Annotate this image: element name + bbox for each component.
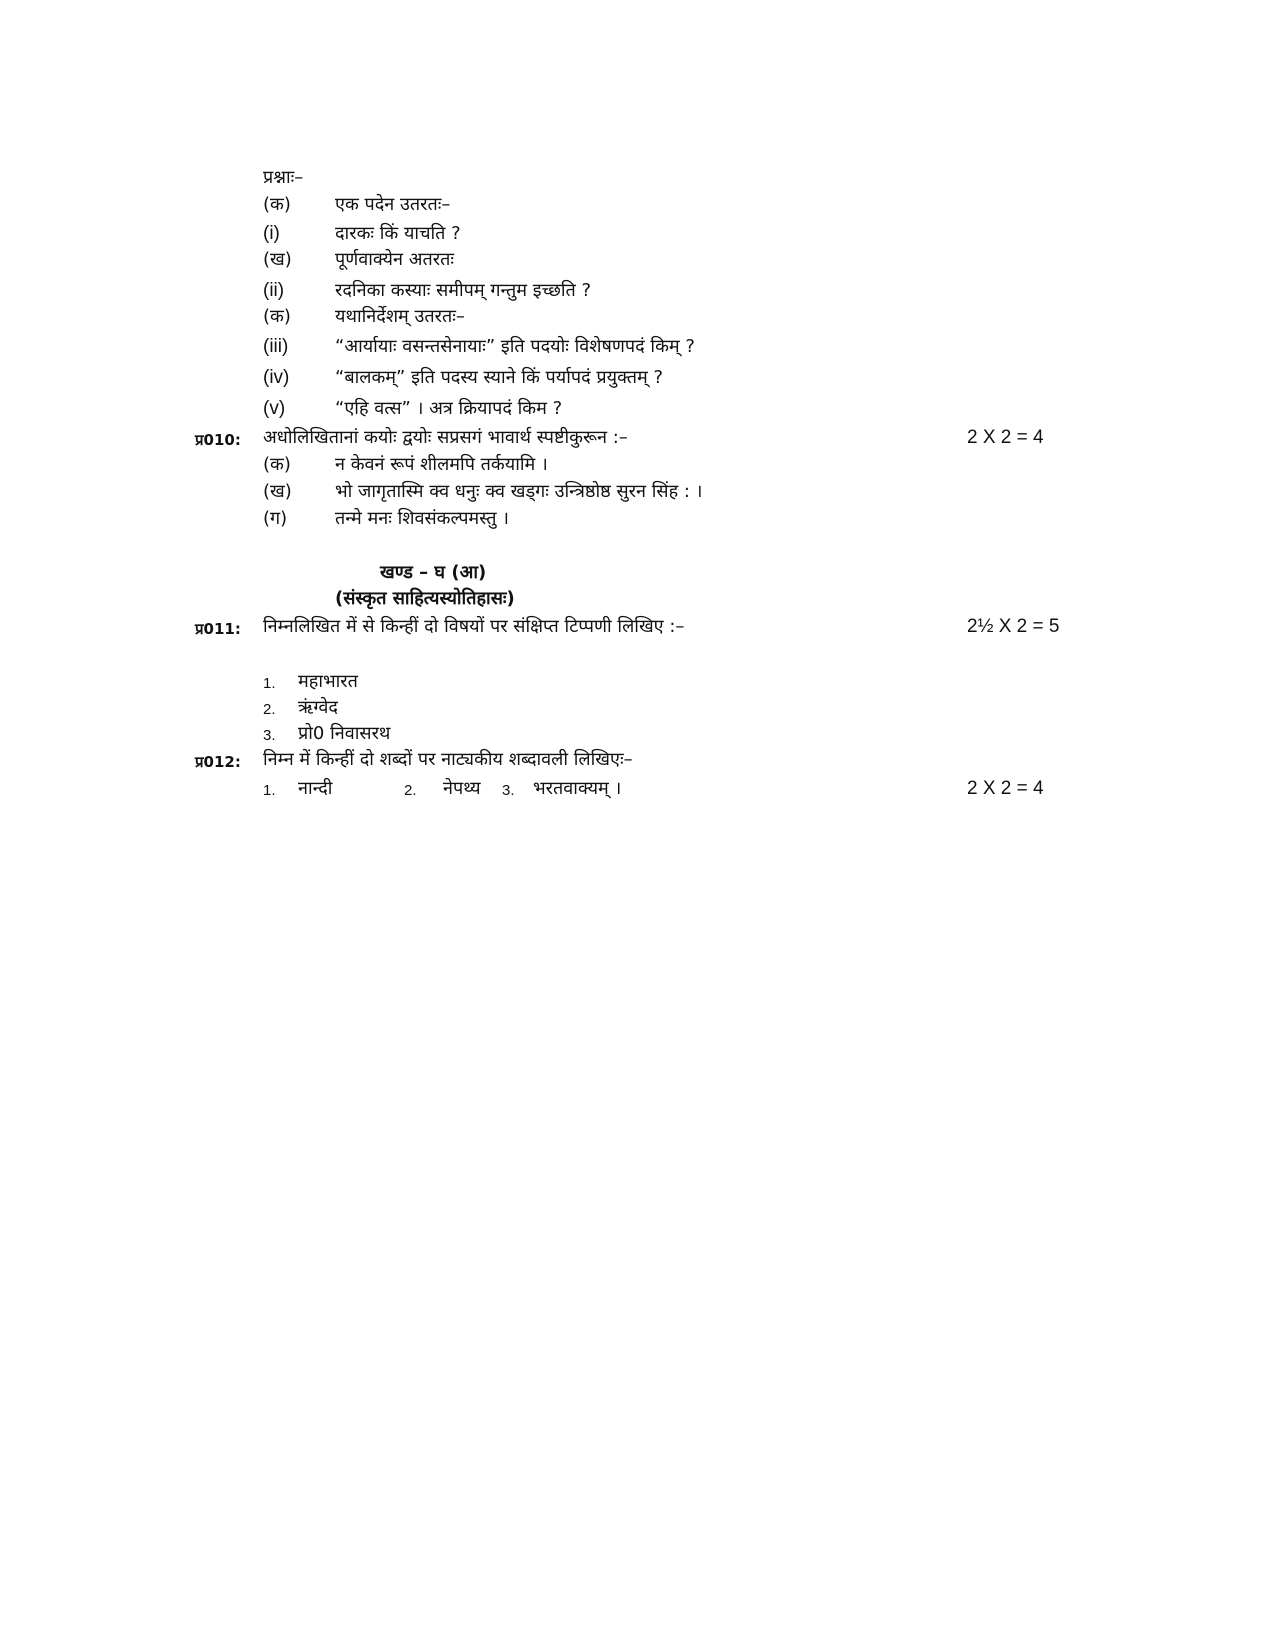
list-number: 3. [263,727,276,744]
question-number: प्र010: [195,431,241,449]
q10-item-marker: (ख) [263,481,292,502]
q9-item-text: रदनिका कस्याः समीपम् गन्तुम इच्छति ? [335,280,592,301]
list-number: 2. [404,782,417,799]
q10-item-text: न केवनं रूपं शीलमपि तर्कयामि । [335,454,548,475]
question-number: प्र012: [195,753,241,771]
question-marks: 2 X 2 = 4 [967,778,1044,799]
q10-item-marker: (ग) [263,508,288,529]
list-number: 1. [263,675,276,692]
question-number: प्र011: [195,620,241,638]
list-number: 1. [263,782,276,799]
q9-item-text: “बालकम्” इति पदस्य स्याने किं पर्यापदं प्रयुक्तम् ? [335,367,664,388]
q9-item-text: पूर्णवाक्येन अतरतः [335,249,454,270]
list-number: 2. [263,701,276,718]
question-marks: 2 X 2 = 4 [967,427,1044,448]
q9-item-marker: (iii) [263,336,289,357]
q9-item-text: एक पदेन उतरतः– [335,194,451,215]
q9-item-marker: (क) [263,306,291,327]
question-prompt: अधोलिखितानां कयोः द्वयोः सप्रसगं भावार्थ स्पष्टीकुरून :– [263,427,628,448]
section-subtitle: (संस्कृत साहित्यस्योतिहासः) [335,588,515,609]
q10-item-text: तन्मे मनः शिवसंकल्पमस्तु । [335,508,509,529]
q9-item-marker: (v) [263,398,286,419]
q10-item-marker: (क) [263,454,291,475]
q9-item-marker: (i) [263,223,280,244]
q10-item-text: भो जागृतास्मि क्व धनुः क्व खड्गः उन्त्रिष्ठोष्ठ सुरन सिंह : । [335,481,703,502]
list-item: ऋंग्वेद [298,697,338,718]
q9-heading: प्रश्नाः– [263,167,304,188]
list-item: प्रो0 निवासरथ [298,723,391,744]
q9-item-marker: (ख) [263,249,292,270]
question-marks: 2½ X 2 = 5 [967,616,1060,637]
list-item: भरतवाक्यम् । [533,778,622,799]
q9-item-marker: (क) [263,194,291,215]
question-prompt: निम्न में किन्हीं दो शब्दों पर नाट्यकीय शब्दावली लिखिएः– [263,749,633,770]
list-item: महाभारत [298,671,358,692]
q9-item-marker: (iv) [263,367,290,388]
q9-item-text: “एहि वत्स” । अत्र क्रियापदं किम ? [335,398,563,419]
list-number: 3. [502,782,515,799]
q9-item-text: दारकः किं याचति ? [335,223,461,244]
q9-item-text: “आर्यायाः वसन्तसेनायाः” इति पदयोः विशेषणपदं किम् ? [335,336,695,357]
q9-item-text: यथानिर्देशम् उतरतः– [335,306,465,327]
q9-item-marker: (ii) [263,280,285,301]
list-item: नान्दी [298,778,333,799]
section-title: खण्ड – घ (आ) [380,562,487,583]
question-prompt: निम्नलिखित में से किन्हीं दो विषयों पर संक्षिप्त टिप्पणी लिखिए :– [263,616,685,637]
list-item: नेपथ्य [443,778,481,799]
